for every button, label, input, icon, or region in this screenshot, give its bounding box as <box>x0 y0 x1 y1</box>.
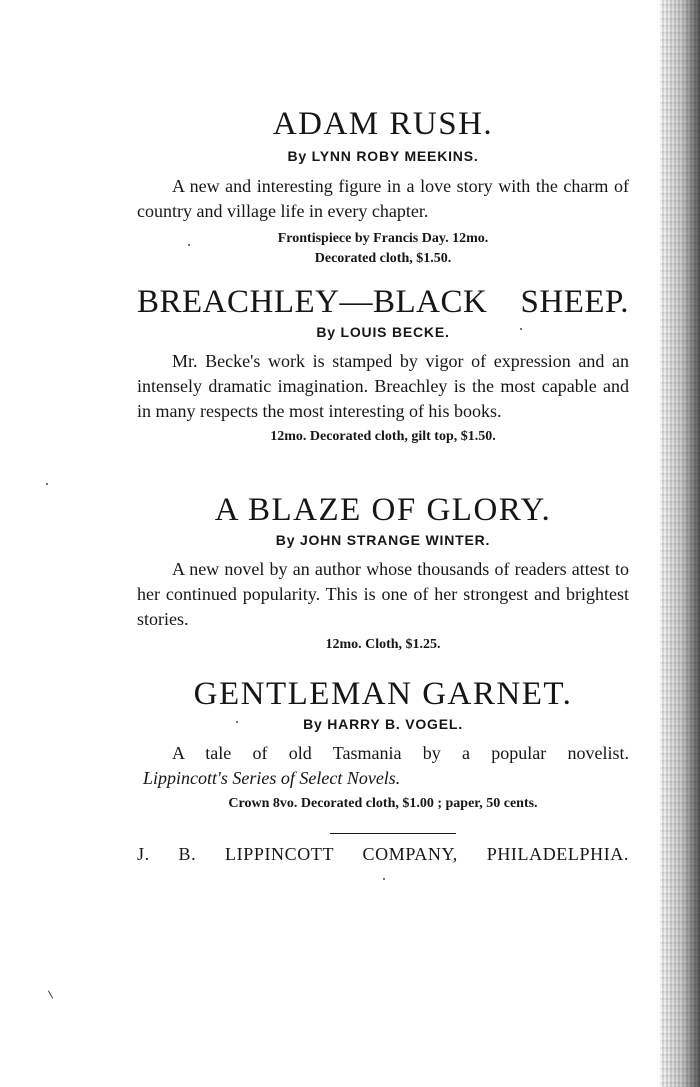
divider-rule <box>330 833 456 834</box>
book-author: By LOUIS BECKE. <box>316 324 450 340</box>
book-series: Lippincott's Series of Select Novels. <box>143 768 401 788</box>
book-title: ADAM RUSH. <box>272 106 494 142</box>
book-title: A BLAZE OF GLORY. <box>214 492 552 528</box>
book-author: By JOHN STRANGE WINTER. <box>275 532 491 548</box>
book-entry-adam-rush <box>137 104 629 269</box>
book-author: By LYNN ROBY MEEKINS. <box>287 148 479 164</box>
book-entry-breachley <box>137 282 629 447</box>
book-publication-info: Decorated cloth, $1.50. <box>314 251 452 266</box>
book-description: A tale of old Tasmania by a popular novelist. <box>172 743 629 763</box>
book-description: A new novel by an author whose thousands of readers attest to her continued popularity. This is one of her strongest and brightest stories. <box>137 559 629 629</box>
book-publication-info: Frontispiece by Francis Day. 12mo. <box>277 231 489 246</box>
book-description: Mr. Becke's work is stamped by vigor of expression and an intensely dramatic imagination. Breachley is the most capable and in many respects the most interesting of his books. <box>137 351 629 421</box>
book-title: GENTLEMAN GARNET. <box>193 676 573 712</box>
book-series-line <box>137 766 629 791</box>
book-publication-info: 12mo. Decorated cloth, gilt top, $1.50. <box>270 429 496 444</box>
page-edge <box>660 0 700 1087</box>
publisher-imprint: J. B. LIPPINCOTT COMPANY, PHILADELPHIA. <box>137 844 629 864</box>
book-entry-gentleman-garnet <box>137 674 629 814</box>
book-author: By HARRY B. VOGEL. <box>303 716 463 732</box>
book-description: A new and interesting figure in a love story with the charm of country and village life in every chapter. <box>137 176 629 221</box>
scan-speck <box>46 483 48 485</box>
scan-speck <box>48 990 53 998</box>
scan-speck <box>383 878 385 880</box>
book-publication-info: 12mo. Cloth, $1.25. <box>325 637 441 652</box>
book-title: BREACHLEY—BLACK SHEEP. <box>137 284 629 320</box>
book-entry-blaze-of-glory <box>137 490 629 655</box>
book-publication-info: Crown 8vo. Decorated cloth, $1.00 ; paper, 50 cents. <box>228 796 538 811</box>
